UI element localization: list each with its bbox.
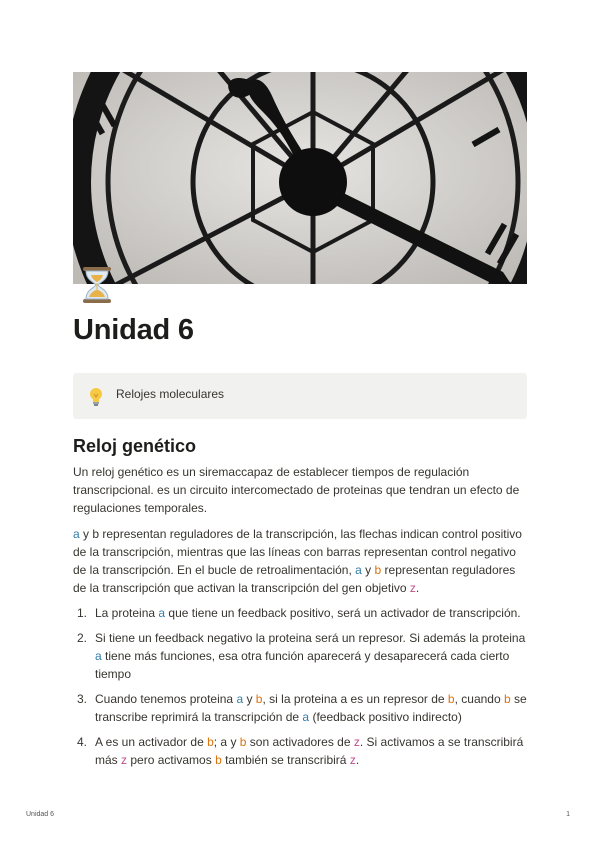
var-a: a xyxy=(236,692,244,706)
list-number: 1. xyxy=(77,606,88,620)
lightbulb-icon xyxy=(88,387,104,407)
page-title: Unidad 6 xyxy=(73,314,194,346)
var-b: b xyxy=(503,692,511,706)
var-b: b xyxy=(447,692,455,706)
page-number: 1 xyxy=(566,811,570,818)
cover-image xyxy=(73,72,527,284)
var-a: a xyxy=(95,649,102,663)
var-b: b xyxy=(215,753,222,767)
text: pero activamos xyxy=(127,753,216,767)
text: son activadores de xyxy=(246,735,354,749)
text: Si tiene un feedback negativo la proteina será un represor. Si además la proteina xyxy=(95,631,526,645)
text: Cuando tenemos proteina xyxy=(95,692,237,706)
paragraph: Un reloj genético es un siremaccapaz de establecer tiempos de regulación transcripcional. es un circuito intercomectado de proteinas que tendran un efecto de regulaciones temporales. xyxy=(73,465,520,515)
text: también se transcribirá xyxy=(221,753,350,767)
paragraph xyxy=(73,525,531,597)
var-a: a xyxy=(355,563,362,577)
text: ; a y xyxy=(213,735,240,749)
var-b: b xyxy=(239,735,247,749)
var-z: z xyxy=(349,753,356,767)
text: , cuando xyxy=(454,692,504,706)
text: . Si activamos a se transcribirá más xyxy=(95,735,524,767)
var-z: z xyxy=(409,581,416,595)
var-a: a xyxy=(158,606,166,620)
var-z: z xyxy=(121,753,128,767)
list-item xyxy=(73,690,533,726)
text: A es un activador de xyxy=(95,735,208,749)
text: y b representan reguladores de la transcripción, las flechas indican control positivo de la transcripción, mientras que las líneas con barras representan control negativo de la transcripción. En el bucle de retroalimentación, xyxy=(73,527,522,577)
text: representan reguladores de la transcripción que activan la transcripción del gen objetivo xyxy=(73,563,516,595)
var-a: a xyxy=(302,710,310,724)
text: se transcribe reprimirá la transcripción de xyxy=(95,692,527,724)
text: La proteina xyxy=(95,606,159,620)
var-a: a xyxy=(73,527,80,541)
text: , si la proteina a es un represor de xyxy=(262,692,448,706)
var-z: z xyxy=(353,735,360,749)
footer-title: Unidad 6 xyxy=(26,811,55,818)
list-number: 4. xyxy=(77,735,88,749)
list-number: 2. xyxy=(77,631,88,645)
var-b: b xyxy=(374,563,382,577)
list-number: 3. xyxy=(77,692,88,706)
callout-text: Relojes moleculares xyxy=(116,387,225,401)
text: . xyxy=(355,753,360,767)
text: y xyxy=(361,563,375,577)
text: tiene más funciones, esa otra función aparecerá y desaparecerá cada cierto tiempo xyxy=(95,649,510,681)
section-heading: Reloj genético xyxy=(73,436,197,456)
text: y xyxy=(243,692,256,706)
list-item xyxy=(73,733,533,769)
callout xyxy=(73,373,527,419)
hourglass-icon xyxy=(80,266,114,304)
var-b: b xyxy=(255,692,263,706)
numbered-list xyxy=(73,604,533,776)
text: . xyxy=(415,581,420,595)
list-item xyxy=(73,604,533,622)
list-item xyxy=(73,629,533,683)
text: que tiene un feedback positivo, será un activador de transcripción. xyxy=(165,606,521,620)
var-b: b xyxy=(207,735,214,749)
text: (feedback positivo indirecto) xyxy=(309,710,462,724)
